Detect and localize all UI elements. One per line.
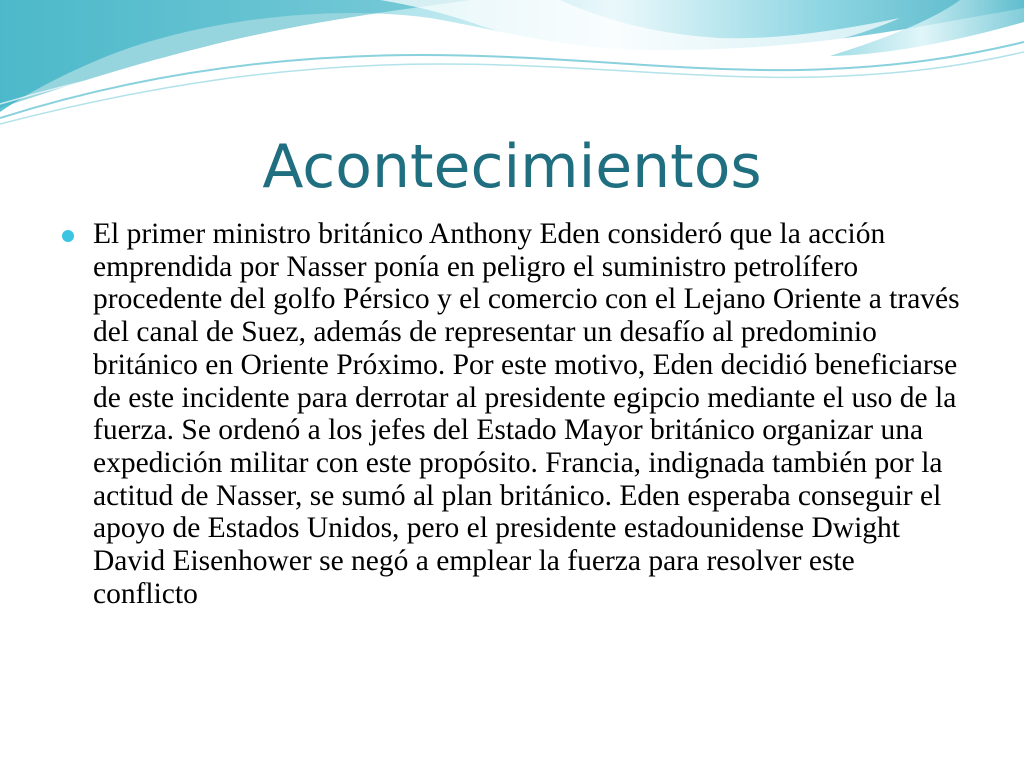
bullet-list [60,218,960,610]
slide-title: Acontecimientos [262,132,762,202]
circle-bullet-icon [62,230,74,242]
wave-banner-graphic [0,0,1024,130]
bullet-text: El primer ministro británico Anthony Eden consideró que la acción emprendida por Nasser ponía en peligro el suministro petrolífero procedente del golfo Pérsico y el comercio con el Lejano Oriente a través del canal de Suez, además de representar un desafío al predominio británico en Oriente Próximo. Por este motivo, Eden decidió beneficiarse de este incidente para derrotar al presidente egipcio mediante el uso de la fuerza. Se ordenó a los jefes del Estado Mayor británico organizar una expedición militar con este propósito. Francia, indignada también por la actitud de Nasser, se sumó al plan británico. Eden esperaba conseguir el apoyo de Estados Unidos, pero el presidente estadounidense Dwight David Eisenhower se negó a emplear la fuerza para resolver este conflicto [93,218,960,610]
list-item [60,218,960,610]
